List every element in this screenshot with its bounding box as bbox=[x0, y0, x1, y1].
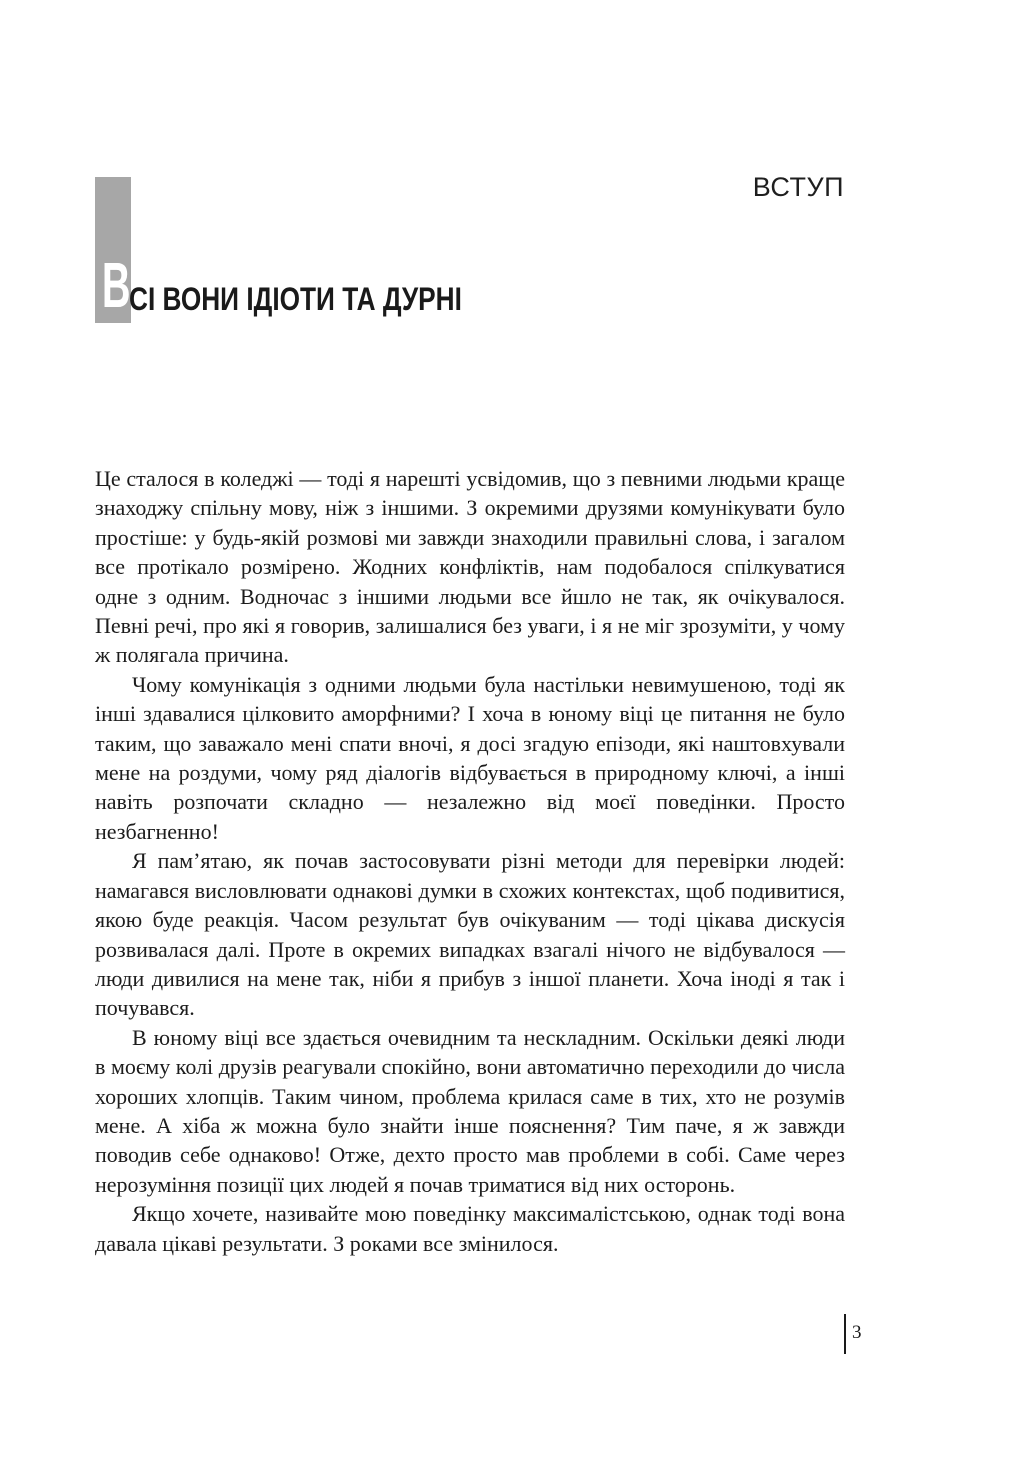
page-number-rule bbox=[844, 1314, 846, 1354]
paragraph: Чому комунікація з одними людьми була настільки невимушеною, тоді як інші здавалися цілковито аморфними? І хоча в юному віці це питання не було таким, що заважало мені спати вночі, я досі згадую епізоди, які наштовхували мене на роздуми, чому ряд діалогів відбувається в природному ключі, а інші навіть розпочати складно — незалежно від моєї поведінки. Просто незбагненно! bbox=[95, 671, 845, 844]
page-number: 3 bbox=[852, 1322, 862, 1343]
paragraph: В юному віці все здається очевидним та нескладним. Оскільки деякі люди в моєму колі друзів реагували спокійно, вони автоматично переходили до числа хороших хлопців. Таким чином, проблема крилася саме в тих, хто не розумів мене. А хіба ж можна було знайти інше пояснення? Тим паче, я ж завжди поводив себе однаково! Отже, дехто просто мав проблеми в собі. Саме через нерозуміння позиції цих людей я почав триматися від них осторонь. bbox=[95, 1024, 845, 1197]
paragraph: Я пам’ятаю, як почав застосовувати різні методи для перевірки людей: намагався висловлювати однакові думки в схожих контекстах, щоб подивитися, якою буде реакція. Часом результат був очікуваним — тоді цікава дискусія розвивалася далі. Проте в окремих випадках взагалі нічого не відбувалося — люди дивилися на мене так, ніби я прибув з іншої планети. Хоча іноді я так і почувався. bbox=[95, 848, 845, 1021]
paragraph: Якщо хочете, називайте мою поведінку максималістською, однак тоді вона давала цікаві результати. З роками все змінилося. bbox=[95, 1201, 845, 1256]
chapter-title-text: СІ ВОНИ ІДІОТИ ТА ДУРНІ bbox=[129, 281, 462, 317]
drop-cap-letter: В bbox=[101, 249, 131, 321]
section-label: ВСТУП bbox=[752, 172, 844, 202]
body-text bbox=[95, 464, 845, 1258]
paragraph: Це сталося в коледжі — тоді я нарешті усвідомив, що з певними людьми краще знаходжу спільну мову, ніж з іншими. З окремими друзями комунікувати було простіше: у будь-якій розмові ми завжди знаходили правильні слова, і загалом все протікало розмірено. Жодних конфліктів, нам подобалося спілкуватися одне з одним. Водночас з іншими людьми все йшло не так, як очікувалося. Певні речі, про які я говорив, залишалися без уваги, і я не міг зрозуміти, у чому ж полягала причина. bbox=[95, 466, 845, 668]
